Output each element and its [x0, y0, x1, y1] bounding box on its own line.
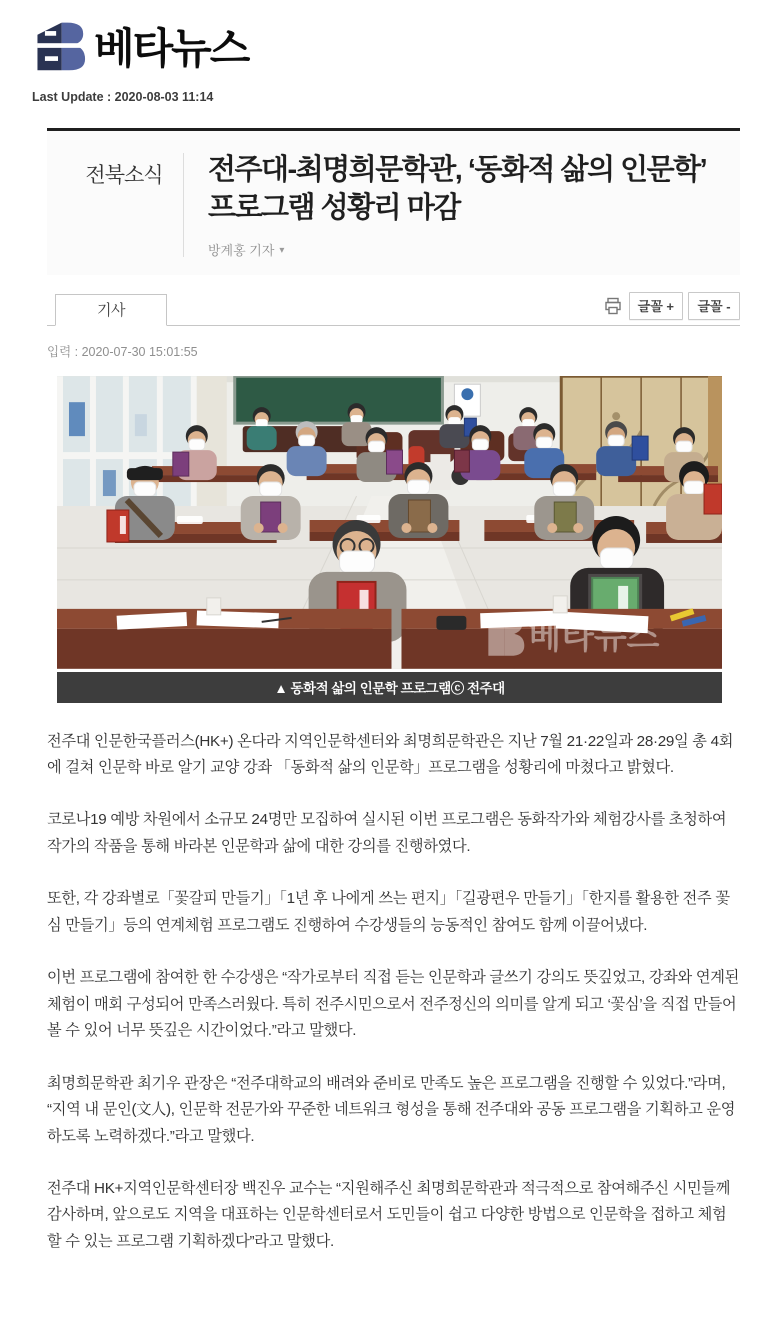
site-logo[interactable]: [30, 16, 778, 76]
tab-strip: [47, 285, 740, 326]
article-header: [47, 128, 740, 275]
article-body: [47, 729, 740, 1321]
printer-icon: [604, 297, 622, 315]
body-paragraph: 전주대 인문한국플러스(HK+) 온다라 지역인문학센터와 최명희문학관은 지난 7월 21·22일과 28·29일 총 4회에 걸쳐 인문학 바로 알기 교양 강좌 「동화적 삶의 인문학」프로그램을 성황리에 마쳤다고 밝혔다.: [47, 732, 734, 776]
body-paragraph: 최명희문학관 최기우 관장은 “전주대학교의 배려와 준비로 만족도 높은 프로그램을 진행할 수 있었다.”라며, “지역 내 문인(文人), 인문학 전문가와 꾸준한 네트워크 형성을 통해 전주대와 공동 프로그램을 기획하고 운영하도록 노력하겠다.”라고 말했다.: [47, 1074, 736, 1145]
reporter-name: 방계홍 기자: [208, 242, 275, 258]
tab-article[interactable]: 기사: [55, 294, 167, 326]
body-paragraph: 또한, 각 강좌별로「꽃갈피 만들기」「1년 후 나에게 쓰는 편지」「길광편우 만들기」「한지를 활용한 전주 꽃심 만들기」등의 연계체험 프로그램도 진행하여 수강생들의 능동적인 참여도 함께 이끌어냈다.: [47, 890, 730, 934]
title-cell: [184, 151, 722, 259]
site-logo-text: 베타뉴스: [94, 25, 249, 72]
svg-text:베타뉴스: 베타뉴스: [528, 617, 660, 656]
tab-tools: [602, 292, 740, 320]
site-header: [0, 0, 778, 104]
article-title: 전주대-최명희문학관, ‘동화적 삶의 인문학’ 프로그램 성황리 마감: [208, 154, 706, 225]
body-paragraph: 코로나19 예방 차원에서 소규모 24명만 모집하여 실시된 이번 프로그램은 동화작가와 체험강사를 초청하여 작가의 작품을 통해 바라본 인문학과 삶에 대한 강의를 진행하였다.: [47, 811, 727, 855]
last-update: Last Update : 2020-08-03 11:14: [32, 90, 214, 104]
font-increase-button[interactable]: 글꼴 +: [629, 292, 683, 320]
article-content: [47, 128, 740, 1321]
photo-caption: ▲ 동화적 삶의 인문학 프로그램ⓒ 전주대: [57, 672, 722, 703]
body-paragraph: 이번 프로그램에 참여한 한 수강생은 “작가로부터 직접 듣는 인문학과 글쓰기 강의도 뜻깊었고, 강좌와 연계된 체험이 매회 구성되어 만족스러웠다. 특히 전주시민으로서 전주정신의 의미를 알게 되고 ‘꽃심’을 직접 만들어 볼 수 있어 너무 뜻깊은 시간이었다.”라고 말했다.: [47, 969, 739, 1040]
category-label[interactable]: 전북소식: [85, 164, 163, 187]
photo-watermark: [488, 613, 659, 655]
reporter-byline[interactable]: [208, 240, 722, 259]
published-date: 입력 : 2020-07-30 15:01:55: [47, 344, 198, 359]
font-decrease-button[interactable]: 글꼴 -: [688, 292, 740, 320]
article-photo: [57, 376, 722, 703]
body-paragraph: 전주대 HK+지역인문학센터장 백진우 교수는 “지원해주신 최명희문학관과 적극적으로 참여해주신 시민들께 감사하며, 앞으로도 지역을 대표하는 인문학센터로서 도민들이 쉽고 다양한 방법으로 인문학을 접하고 체험할 수 있는 프로그램 기획하겠다”라고 말했다.: [47, 1179, 731, 1250]
betanews-b-mark-icon: [30, 18, 86, 74]
chevron-down-icon: ▾: [279, 244, 285, 256]
classroom-photo-illustration: [57, 376, 722, 669]
print-button[interactable]: [602, 295, 624, 317]
